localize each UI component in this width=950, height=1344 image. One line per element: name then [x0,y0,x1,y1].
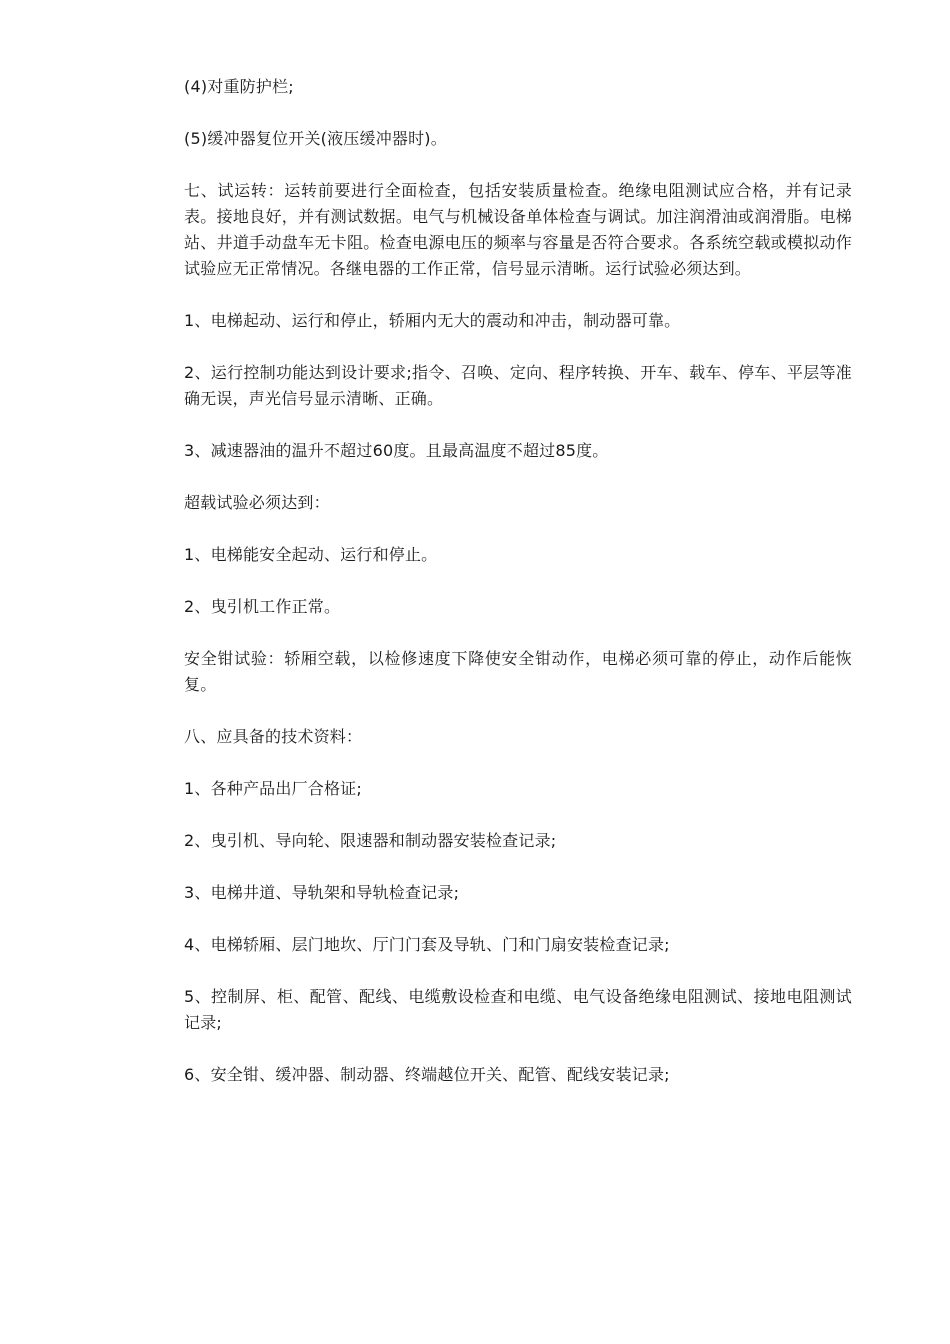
overload-test-heading: 超载试验必须达到： [184,493,330,512]
safety-gear-test: 安全钳试验：轿厢空载，以检修速度下降使安全钳动作，电梯必须可靠的停止，动作后能恢复。 [184,649,852,694]
item-4-counterweight-guard: (4)对重防护栏; [184,77,294,96]
section-7-trial-run: 七、试运转：运转前要进行全面检查，包括安装质量检查。绝缘电阻测试应合格，并有记录表。接地良好，并有测试数据。电气与机械设备单体检查与调试。加注润滑油或润滑脂。电梯站、井道手动盘车无卡阻。检查电源电压的频率与容量是否符合要求。各系统空载或模拟动作试验应无正常情况。各继电器的工作正常，信号显示清晰。运行试验必须达到。 [184,181,852,278]
section-8-technical-documents: 八、应具备的技术资料： [184,727,363,746]
documents-item-2: 2、曳引机、导向轮、限速器和制动器安装检查记录; [184,831,557,850]
trial-run-item-1: 1、电梯起动、运行和停止，轿厢内无大的震动和冲击，制动器可靠。 [184,311,681,330]
document-body [184,74,852,1114]
overload-test-item-1: 1、电梯能安全起动、运行和停止。 [184,545,438,564]
documents-item-5: 5、控制屏、柜、配管、配线、电缆敷设检查和电缆、电气设备绝缘电阻测试、接地电阻测试记录; [184,987,852,1032]
documents-item-3: 3、电梯井道、导轨架和导轨检查记录; [184,883,460,902]
item-5-buffer-reset-switch: (5)缓冲器复位开关(液压缓冲器时)。 [184,129,447,148]
trial-run-item-2: 2、运行控制功能达到设计要求;指令、召唤、定向、程序转换、开车、载车、停车、平层等准确无误，声光信号显示清晰、正确。 [184,363,852,408]
trial-run-item-3: 3、减速器油的温升不超过60度。且最高温度不超过85度。 [184,441,609,460]
documents-item-6: 6、安全钳、缓冲器、制动器、终端越位开关、配管、配线安装记录; [184,1065,670,1084]
overload-test-item-2: 2、曳引机工作正常。 [184,597,341,616]
documents-item-1: 1、各种产品出厂合格证; [184,779,362,798]
documents-item-4: 4、电梯轿厢、层门地坎、厅门门套及导轨、门和门扇安装检查记录; [184,935,670,954]
